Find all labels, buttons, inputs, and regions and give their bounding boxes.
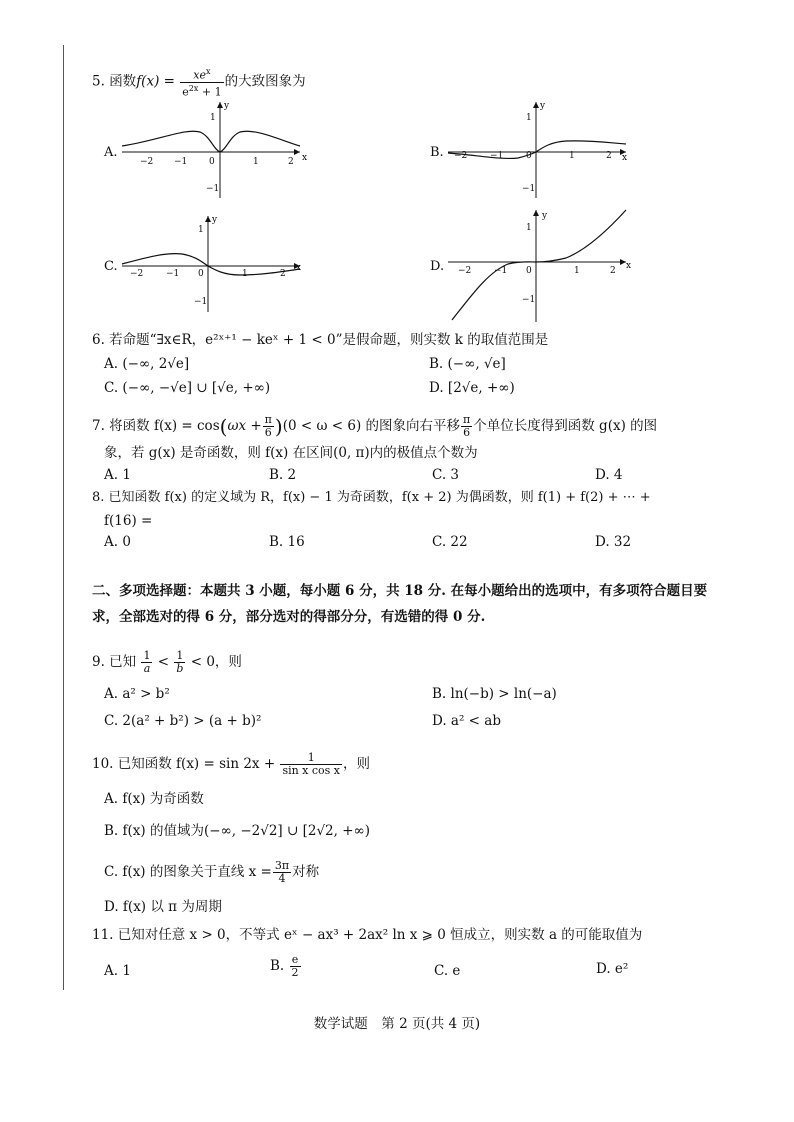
question-7-line1: 7. 将函数 f(x) = cos(ωx + $\frac{\pi}{6}$ )(0 < ω < 6) 的图象向右平移 $\frac{\pi}{6}$ 个单位长度得到函数 g(x) 的图	[92, 413, 658, 439]
q8-option-d[interactable]: D. 32	[595, 534, 632, 550]
question-6-stem: 6. 若命题“∃x∈R，e²ˣ⁺¹ − keˣ + 1 < 0”是假命题，则实数 k 的取值范围是	[92, 332, 549, 348]
graph-b-xtick: 1	[569, 151, 575, 161]
q6-option-c[interactable]: C. (−∞, −√e] ∪ [√e, +∞)	[104, 380, 271, 396]
graph-d-xtick: −1	[494, 266, 508, 276]
q7-option-c[interactable]: C. 3	[432, 467, 460, 483]
question-8-line2: f(16) =	[104, 513, 153, 529]
q10-option-b[interactable]: B. f(x) 的值域为(−∞, −2√2] ∪ [2√2, +∞)	[104, 823, 371, 839]
graph-c-ytick-bot: −1	[194, 297, 208, 307]
graph-d-ytick-top: 1	[526, 223, 532, 233]
q6-option-d[interactable]: D. [2√e, +∞)	[429, 380, 515, 396]
q5-prefix: 函数	[109, 73, 137, 90]
graph-c-xtick: −1	[166, 269, 180, 279]
graph-a-x-arrow	[294, 149, 300, 155]
graph-option-a	[100, 98, 330, 202]
graph-a-ytick-bot: −1	[206, 184, 220, 194]
graph-b-xtick: 2	[606, 151, 612, 161]
graph-b-label: B.	[430, 145, 444, 160]
graph-b-y-label: y	[540, 101, 546, 111]
graph-b-x-label: x	[622, 153, 628, 163]
graph-a-ytick-top: 1	[210, 113, 216, 123]
q11-option-b[interactable]: B. $\frac{e}{2}$	[270, 953, 299, 979]
q6-option-b[interactable]: B. (−∞, √e]	[429, 356, 506, 372]
graph-c-xtick: −2	[130, 269, 144, 279]
section-2-header: 二、多项选择题：本题共 3 小题，每小题 6 分，共 18 分. 在每小题给出的选项中，有多项符合题目要求，全部选对的得 6 分，部分选对的得部分分，有选错的得 0 分.	[92, 583, 708, 625]
graph-d-y-arrow	[533, 210, 539, 216]
q9-option-b[interactable]: B. ln(−b) > ln(−a)	[432, 686, 557, 702]
q8-option-a[interactable]: A. 0	[104, 534, 131, 550]
question-8-line1: 8. 已知函数 f(x) 的定义域为 R，f(x) − 1 为奇函数，f(x + 2) 为偶函数，则 f(1) + f(2) + ⋯ +	[92, 490, 651, 505]
graph-b-ytick-top: 1	[526, 113, 532, 123]
q10-option-d[interactable]: D. f(x) 以 π 为周期	[104, 899, 222, 915]
graph-c-ytick-top: 1	[198, 225, 204, 235]
graph-a-curve	[122, 131, 300, 152]
left-margin-line	[63, 45, 64, 990]
graph-a-xtick: 2	[288, 157, 294, 167]
q9-option-c[interactable]: C. 2(a² + b²) > (a + b)²	[104, 713, 262, 729]
q7-option-b[interactable]: B. 2	[269, 467, 297, 483]
q10-option-c[interactable]: C. f(x) 的图象关于直线 x = $\frac{3\pi}{4}$ 对称	[104, 859, 320, 885]
graph-c-xtick: 2	[280, 269, 286, 279]
graph-d-xtick: −2	[458, 266, 472, 276]
q8-option-b[interactable]: B. 16	[269, 534, 305, 550]
q9-option-a[interactable]: A. a² > b²	[104, 686, 170, 702]
graph-b-xtick: −1	[490, 151, 504, 161]
graph-option-b	[426, 98, 656, 202]
graph-a-xtick: 1	[253, 157, 259, 167]
q5-suffix: 的大致图象为	[224, 73, 306, 90]
graph-a-y-label: y	[224, 101, 230, 111]
q5-number: 5.	[92, 73, 105, 90]
graph-c-label: C.	[104, 259, 118, 274]
question-5-stem	[92, 66, 306, 98]
question-11-stem: 11. 已知对任意 x > 0，不等式 eˣ − ax³ + 2ax² ln x ⩾ 0 恒成立，则实数 a 的可能取值为	[92, 927, 643, 943]
graph-d-xtick: 2	[610, 266, 616, 276]
q11-option-c[interactable]: C. e	[434, 963, 461, 979]
graph-d-xtick: 0	[526, 266, 532, 276]
question-9-stem: 9. 已知 $\frac{1}{a}$ < $\frac{1}{b}$ < 0，则	[92, 649, 242, 675]
q7-option-a[interactable]: A. 1	[104, 467, 131, 483]
q9-option-d[interactable]: D. a² < ab	[432, 713, 501, 729]
q7-option-d[interactable]: D. 4	[595, 467, 623, 483]
graph-b-curve	[448, 141, 626, 159]
graph-a-xtick: −1	[174, 157, 188, 167]
graph-b-y-arrow	[533, 102, 539, 108]
graph-c-y-label: y	[212, 215, 218, 225]
q8-option-c[interactable]: C. 22	[432, 534, 468, 550]
graph-d-ytick-bot: −1	[522, 295, 536, 305]
graph-c-x-label: x	[296, 263, 302, 273]
graph-d-label: D.	[430, 259, 445, 274]
graph-c-xtick: 1	[242, 269, 248, 279]
page-footer: 数学试题 第 2 页(共 4 页)	[313, 1016, 481, 1032]
graph-option-d	[426, 206, 656, 324]
q5-func: f(x) =	[136, 73, 175, 90]
graph-a-x-label: x	[302, 153, 308, 163]
graph-a-y-arrow	[217, 102, 223, 108]
graph-d-xtick: 1	[574, 266, 580, 276]
graph-d-x-label: x	[626, 261, 632, 271]
graph-a-xtick: 0	[209, 157, 215, 167]
graph-a-xtick: −2	[140, 157, 154, 167]
graph-d-curve	[452, 210, 626, 320]
graph-d-y-label: y	[542, 211, 548, 221]
q5-fraction: $\frac{xe^x}{e^{2x} + 1}$	[182, 67, 222, 99]
graph-c-y-arrow	[205, 216, 211, 222]
graph-a-label: A.	[104, 145, 118, 160]
q11-option-d[interactable]: D. e²	[596, 961, 629, 977]
graph-option-c	[100, 212, 330, 316]
question-10-stem: 10. 已知函数 f(x) = sin 2x + $\frac{1}{\text{sin x cos x}}$ ，则	[92, 751, 371, 777]
q6-option-a[interactable]: A. (−∞, 2√e]	[104, 356, 190, 372]
graph-b-ytick-bot: −1	[522, 184, 536, 194]
question-7-line2: 象，若 g(x) 是奇函数，则 f(x) 在区间(0, π)内的极值点个数为	[104, 445, 478, 461]
q10-option-a[interactable]: A. f(x) 为奇函数	[104, 791, 204, 807]
graph-c-xtick: 0	[198, 269, 204, 279]
q11-option-a[interactable]: A. 1	[104, 963, 131, 979]
graph-b-xtick: 0	[526, 151, 532, 161]
graph-b-xtick: −2	[454, 151, 468, 161]
graph-c-curve	[122, 254, 300, 275]
